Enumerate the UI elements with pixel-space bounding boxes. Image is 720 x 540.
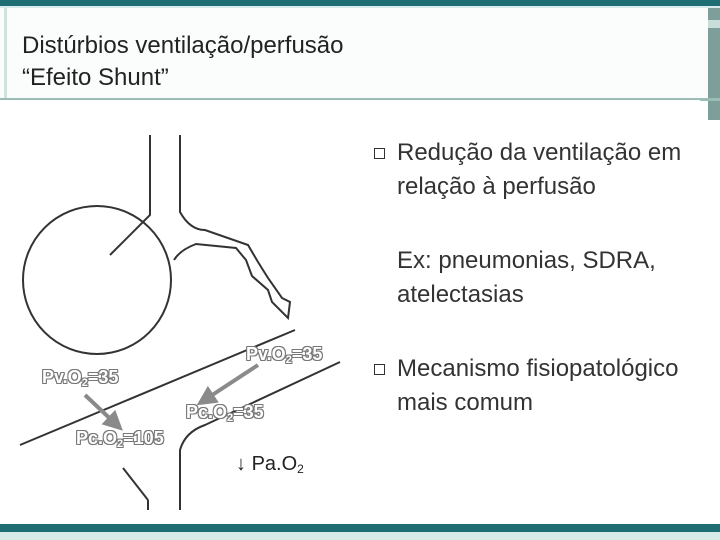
slide-title-line-1: Distúrbios ventilação/perfusão xyxy=(22,32,344,59)
arrow-down-icon: ↓ xyxy=(236,453,246,475)
pvo2-left-label: $Pv.O_2=35$ xyxy=(42,367,119,389)
bullet-1-subtext: Ex: pneumonias, SDRA, atelectasias xyxy=(397,247,656,308)
flow-arrow-left xyxy=(85,395,120,428)
capillary-left-branch xyxy=(123,468,148,500)
capillary-lower xyxy=(180,362,340,510)
airway-right-wall xyxy=(174,135,290,318)
bullet-1-text: Redução da ventilação em relação à perfusão xyxy=(397,139,682,200)
alveolus-circle xyxy=(23,206,171,354)
bottom-bar xyxy=(0,524,720,532)
pco2-left-label: $Pc.O_2=105$ xyxy=(76,428,164,450)
pao2-label: ↓ $Pa.O_2$ xyxy=(236,453,304,476)
pvo2-right-label: $Pv.O_2=35$ xyxy=(246,344,323,366)
flow-arrow-right xyxy=(200,365,258,403)
slide-title-line-2: “Efeito Shunt” xyxy=(22,64,169,91)
airway-left-wall xyxy=(110,135,150,255)
square-bullet-icon xyxy=(374,364,385,375)
square-bullet-icon xyxy=(374,148,385,159)
bullet-2-text: Mecanismo fisiopatológico mais comum xyxy=(397,355,679,416)
pco2-right-label: $Pc.O_2=35$ xyxy=(186,402,264,424)
bottom-bar-accent xyxy=(0,532,720,540)
